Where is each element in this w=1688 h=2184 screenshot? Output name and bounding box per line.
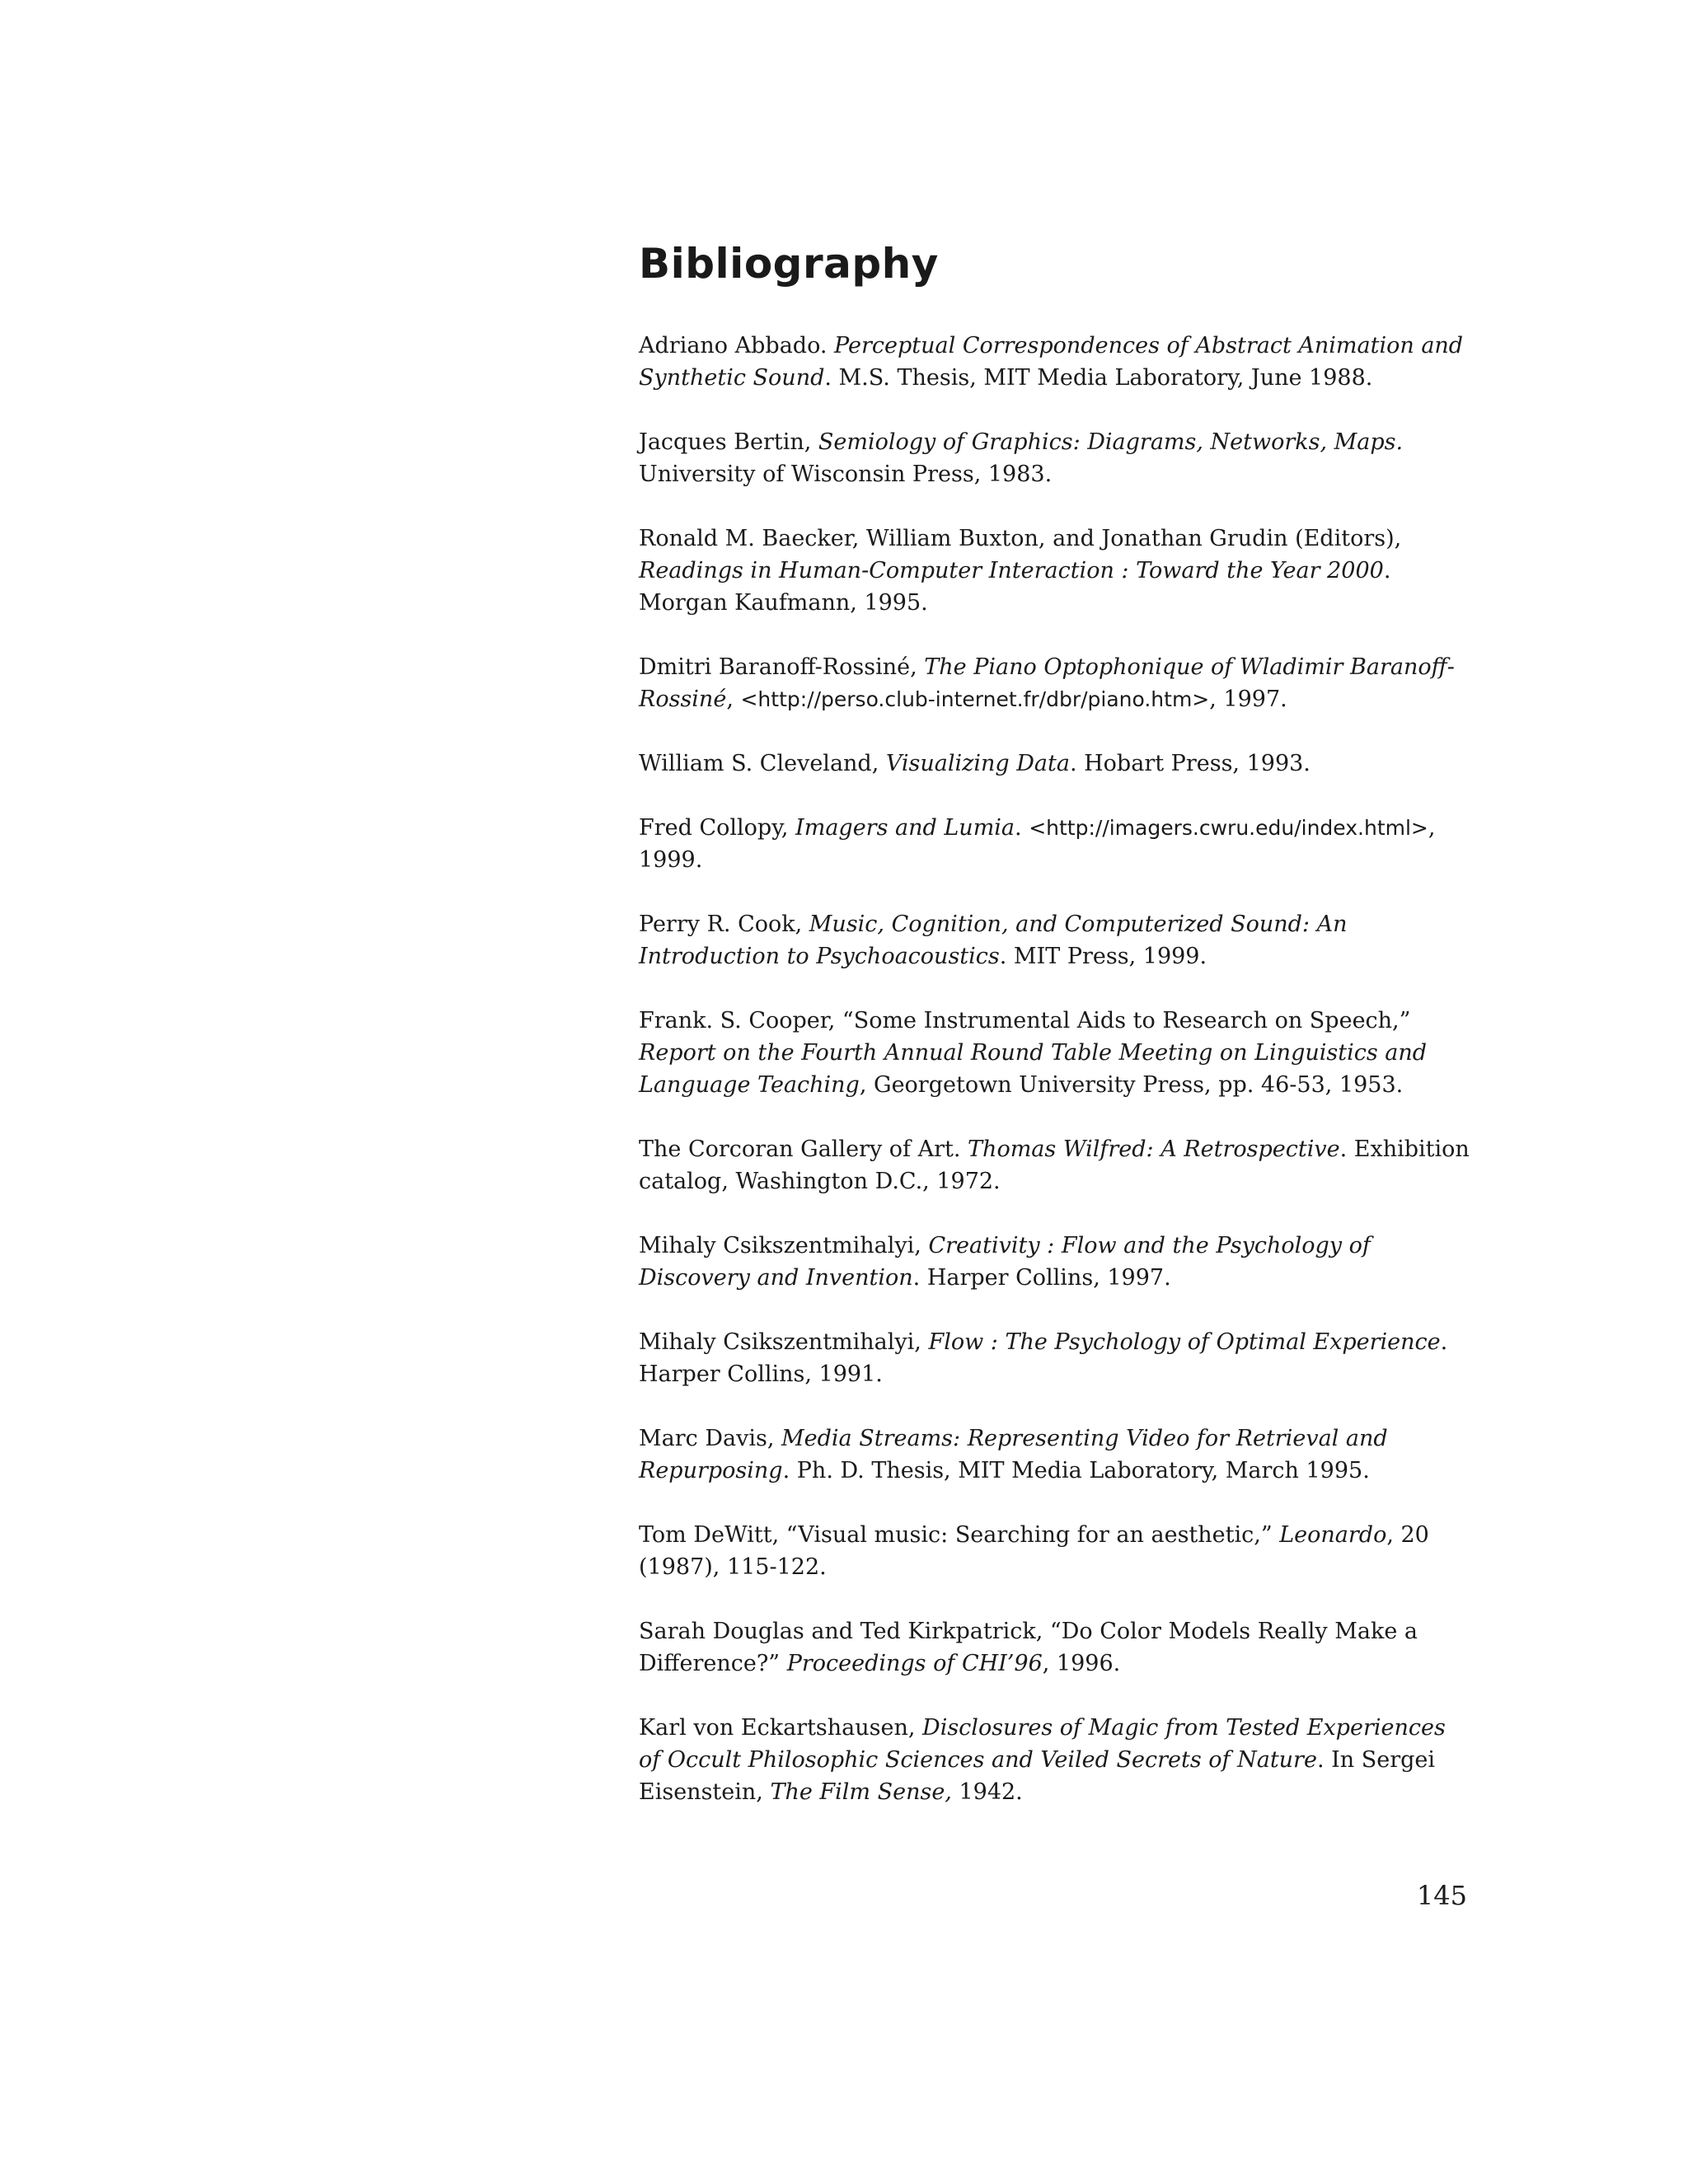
entry-author: Jacques Bertin, (639, 429, 818, 455)
entry-author: Mihaly Csikszentmihalyi, (639, 1329, 929, 1355)
bibliography-entry (639, 1712, 1471, 1808)
entry-author: Karl von Eckartshausen, (639, 1715, 923, 1741)
bibliography-entry (639, 1519, 1471, 1583)
entry-work-title: Music, Cognition, and Computerized Sound: An Introduction to Psychoacoustics (639, 912, 1348, 969)
entry-publication: , Georgetown University Press, pp. 46-53, 1953. (859, 1072, 1404, 1098)
entry-author: Mihaly Csikszentmihalyi, (639, 1233, 929, 1258)
entry-publication: . Morgan Kaufmann, 1995. (639, 558, 1391, 616)
page-title: Bibliography (639, 240, 939, 288)
entry-work-title: Disclosures of Magic from Tested Experiences of Occult Philosophic Sciences and Veiled Secrets of Nature (639, 1715, 1446, 1773)
entry-author: Ronald M. Baecker, William Buxton, and Jonathan Grudin (Editors), (639, 526, 1402, 551)
entry-publication: . Exhibition catalog, Washington D.C., 1972. (639, 1137, 1470, 1194)
bibliography-entry (639, 1230, 1471, 1294)
entry-publication: . In Sergei Eisenstein, (639, 1747, 1436, 1805)
entry-publication: University of Wisconsin Press, 1983. (639, 462, 1053, 487)
entry-work-title: Imagers and Lumia (795, 815, 1015, 841)
bibliography-entry (639, 1133, 1471, 1197)
entry-author: William S. Cleveland, (639, 751, 886, 776)
entry-author: Tom DeWitt, “Visual music: Searching for an aesthetic,” (639, 1522, 1280, 1548)
entry-work-title: Media Streams: Representing Video for Retrieval and Repurposing (639, 1426, 1388, 1483)
entry-publication: . M.S. Thesis, MIT Media Laboratory, June 1988. (824, 365, 1373, 391)
entry-publication: . Hobart Press, 1993. (1069, 751, 1311, 776)
bibliography-entry (639, 1615, 1471, 1680)
bibliography-page (639, 239, 1471, 1840)
entry-work-title: The Piano Optophonique of Wladimir Baranoff-Rossiné (639, 654, 1455, 712)
entry-publication: , (726, 687, 741, 712)
entry-work-title: Perceptual Correspondences of Abstract Animation and Synthetic Sound (639, 333, 1464, 391)
entry-author: Frank. S. Cooper, “Some Instrumental Aids to Research on Speech,” (639, 1008, 1411, 1033)
page-number: 145 (1416, 1880, 1467, 1911)
entry-work-title: Proceedings of CHI’96 (786, 1651, 1043, 1676)
bibliography-entry (639, 651, 1471, 715)
entry-publication: . Harper Collins, 1991. (639, 1329, 1448, 1387)
bibliography-entry (639, 1005, 1471, 1101)
entry-year: , 1999. (639, 815, 1436, 873)
entry-author: Marc Davis, (639, 1426, 782, 1451)
bibliography-entry (639, 908, 1471, 972)
entry-publication: , 20 (1987), 115-122. (639, 1522, 1429, 1580)
bibliography-entry (639, 1326, 1471, 1390)
entry-author: Fred Collopy, (639, 815, 796, 841)
entry-work-title: Creativity : Flow and the Psychology of Discovery and Invention (639, 1233, 1371, 1291)
entry-work-title: Flow : The Psychology of Optimal Experience (928, 1329, 1441, 1355)
entry-work-title: Report on the Fourth Annual Round Table Meeting on Linguistics and Language Teaching (639, 1040, 1428, 1098)
entry-work-title: Thomas Wilfred: A Retrospective (968, 1137, 1340, 1162)
bibliography-list (639, 330, 1471, 1808)
entry-url-link[interactable]: <http://perso.club-internet.fr/dbr/piano.htm> (740, 687, 1210, 711)
bibliography-entry (639, 1422, 1471, 1487)
entry-year: 1942. (951, 1779, 1023, 1805)
entry-work-title: Readings in Human-Computer Interaction : Toward the Year 2000 (639, 558, 1384, 583)
entry-work-title: Semiology of Graphics: Diagrams, Networks, Maps. (818, 429, 1404, 455)
bibliography-entry (639, 812, 1471, 876)
bibliography-entry (639, 426, 1471, 490)
entry-publication: . Ph. D. Thesis, MIT Media Laboratory, March 1995. (782, 1458, 1370, 1483)
bibliography-entry (639, 523, 1471, 619)
entry-publication: , 1996. (1042, 1651, 1121, 1676)
entry-author: Sarah Douglas and Ted Kirkpatrick, “Do Color Models Really Make a Difference?” (639, 1619, 1418, 1676)
entry-url-link[interactable]: <http://imagers.cwru.edu/index.html> (1029, 816, 1428, 840)
bibliography-entry (639, 748, 1471, 780)
entry-work-title: Leonardo (1279, 1522, 1387, 1548)
entry-work-title: Visualizing Data (885, 751, 1070, 776)
entry-work-title-secondary: The Film Sense, (770, 1779, 952, 1805)
entry-year: , 1997. (1209, 687, 1287, 712)
entry-author: Dmitri Baranoff-Rossiné, (639, 654, 925, 680)
entry-author: Perry R. Cook, (639, 912, 809, 937)
entry-publication: . Harper Collins, 1997. (912, 1265, 1171, 1291)
entry-publication: . MIT Press, 1999. (999, 944, 1207, 969)
entry-publication: . (1015, 815, 1029, 841)
entry-author: Adriano Abbado. (639, 333, 835, 359)
bibliography-entry (639, 330, 1471, 394)
entry-author: The Corcoran Gallery of Art. (639, 1137, 968, 1162)
